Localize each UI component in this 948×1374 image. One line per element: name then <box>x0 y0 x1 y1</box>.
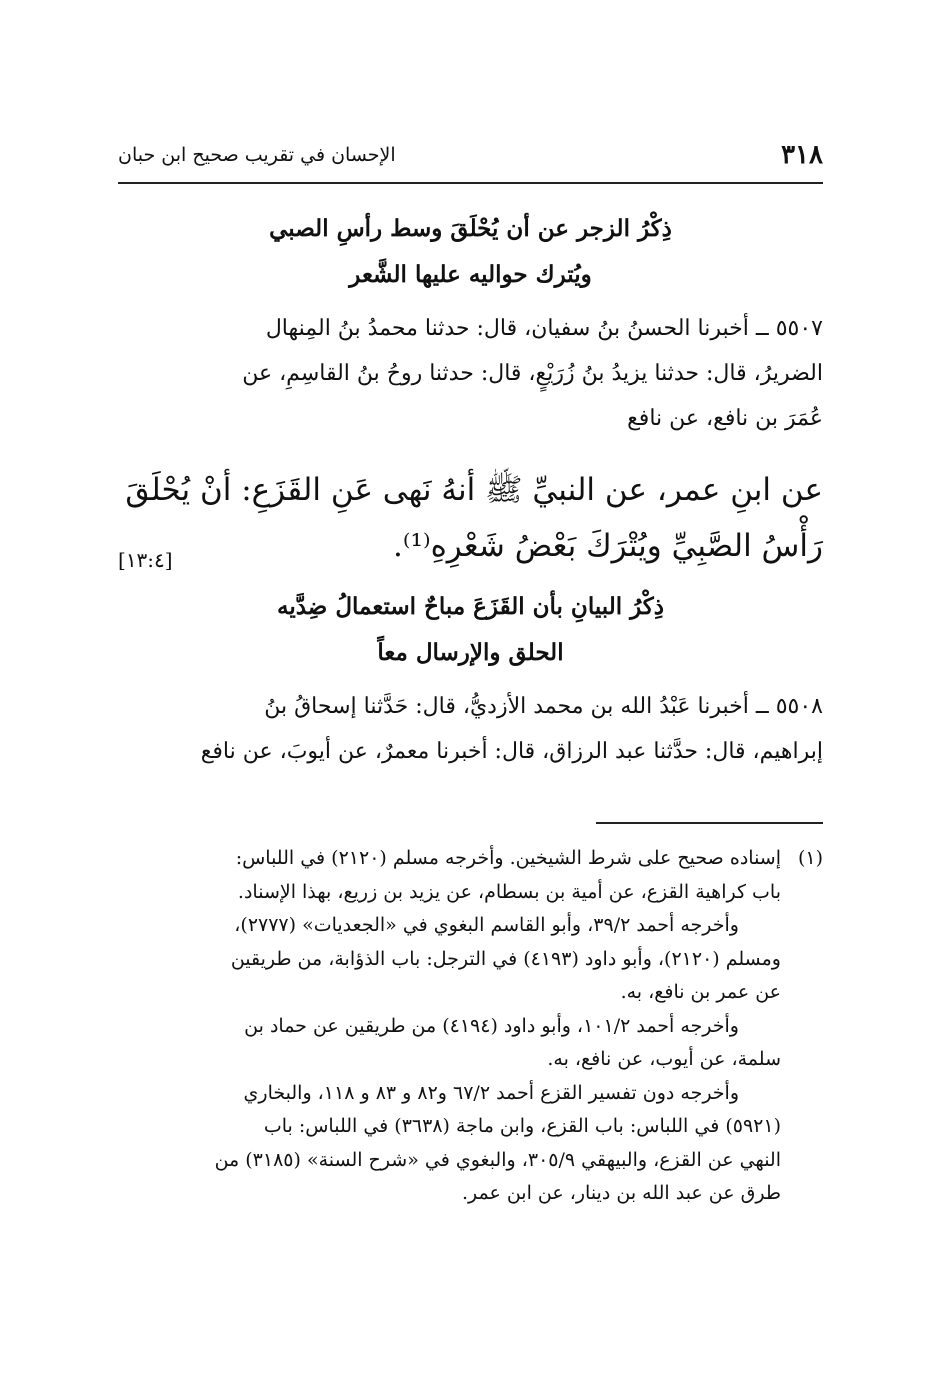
text-line: إبراهيم، قال: حدَّثنا عبد الرزاق، قال: أخبرنا معمرٌ، عن أيوبَ، عن نافع <box>200 739 823 764</box>
section-heading-2 <box>118 584 823 676</box>
heading-line: ذِكْرُ الزجر عن أن يُحْلَقَ وسط رأسِ الصبي <box>269 215 672 242</box>
matn-line: عن ابنِ عمر، عن النبيِّ ﷺ أنهُ نَهى عَنِ القَزَعِ: أنْ يُحْلَقَ <box>125 472 823 508</box>
text-line: ٥٥٠٧ ــ أخبرنا الحسنُ بنُ سفيان، قال: حدثنا محمدُ بنُ المِنهال <box>265 316 823 341</box>
matn-line: رَأْسُ الصَّبِيِّ ويُتْرَكَ بَعْضُ شَعْرِهِ⁽¹⁾. <box>393 528 823 564</box>
footnote-line: (٥٩٢١) في اللباس: باب القزع، وابن ماجة (٣٦٣٨) في اللباس: باب <box>263 1115 781 1137</box>
footnote-line: باب كراهية القزع، عن أمية بن بسطام، عن يزيد بن زريع، بهذا الإسناد. <box>237 880 781 903</box>
hadith-matn <box>118 462 823 574</box>
footnote-divider <box>596 822 823 824</box>
hadith-reference: [١٣:٤] <box>118 548 173 572</box>
footnote-line: وأخرجه أحمد ١٠١/٢، وأبو داود (٤١٩٤) من طريقين عن حماد بن <box>244 1014 739 1037</box>
isnad-5508 <box>118 684 823 774</box>
footnote-text: إسناده صحيح على شرط الشيخين. وأخرجه مسلم (٢١٢٠) في اللباس: <box>235 847 781 869</box>
footnote-line: سلمة، عن أيوب، عن نافع، به. <box>547 1048 781 1070</box>
footnote-line: طرق عن عبد الله بن دينار، عن ابن عمر. <box>461 1182 781 1204</box>
footnotes <box>118 842 823 1211</box>
isnad-5507 <box>118 306 823 441</box>
heading-line: الحلق والإرسال معاً <box>377 639 564 666</box>
text-line: ٥٥٠٨ ــ أخبرنا عَبْدُ الله بن محمد الأزديُّ، قال: حَدَّثنا إسحاقُ بنُ <box>264 694 823 719</box>
page-header <box>118 140 823 184</box>
text-line: عُمَرَ بن نافع، عن نافع <box>627 406 823 431</box>
footnote-line <box>118 842 823 876</box>
text-line: الضريرُ، قال: حدثنا يزيدُ بنُ زُرَيْعٍ، قال: حدثنا روحُ بنُ القاسِمِ، عن <box>242 361 823 386</box>
footnote-marker: (١) <box>797 847 823 869</box>
running-title: الإحسان في تقريب صحيح ابن حبان <box>118 144 396 166</box>
heading-line: ذِكْرُ البيانِ بأن القَزَعَ مباحٌ استعمالُ ضِدَّيه <box>276 593 664 620</box>
footnote-line: النهي عن القزع، والبيهقي ٣٠٥/٩، والبغوي في «شرح السنة» (٣١٨٥) من <box>214 1148 781 1171</box>
page-number: ٣١٨ <box>781 140 823 170</box>
footnote-line: ومسلم (٢١٢٠)، وأبو داود (٤١٩٣) في الترجل: باب الذؤابة، من طريقين <box>230 947 781 970</box>
footnote-line: وأخرجه دون تفسير القزع أحمد ٦٧/٢ و٨٢ و ٨٣ و ١١٨، والبخاري <box>243 1081 739 1104</box>
section-heading-1 <box>118 206 823 298</box>
footnote-line: عن عمر بن نافع، به. <box>620 981 781 1003</box>
heading-line: ويُترك حواليه عليها الشَّعر <box>349 261 592 288</box>
footnote-line: وأخرجه أحمد ٣٩/٢، وأبو القاسم البغوي في «الجعديات» (٢٧٧٧)، <box>234 914 739 936</box>
